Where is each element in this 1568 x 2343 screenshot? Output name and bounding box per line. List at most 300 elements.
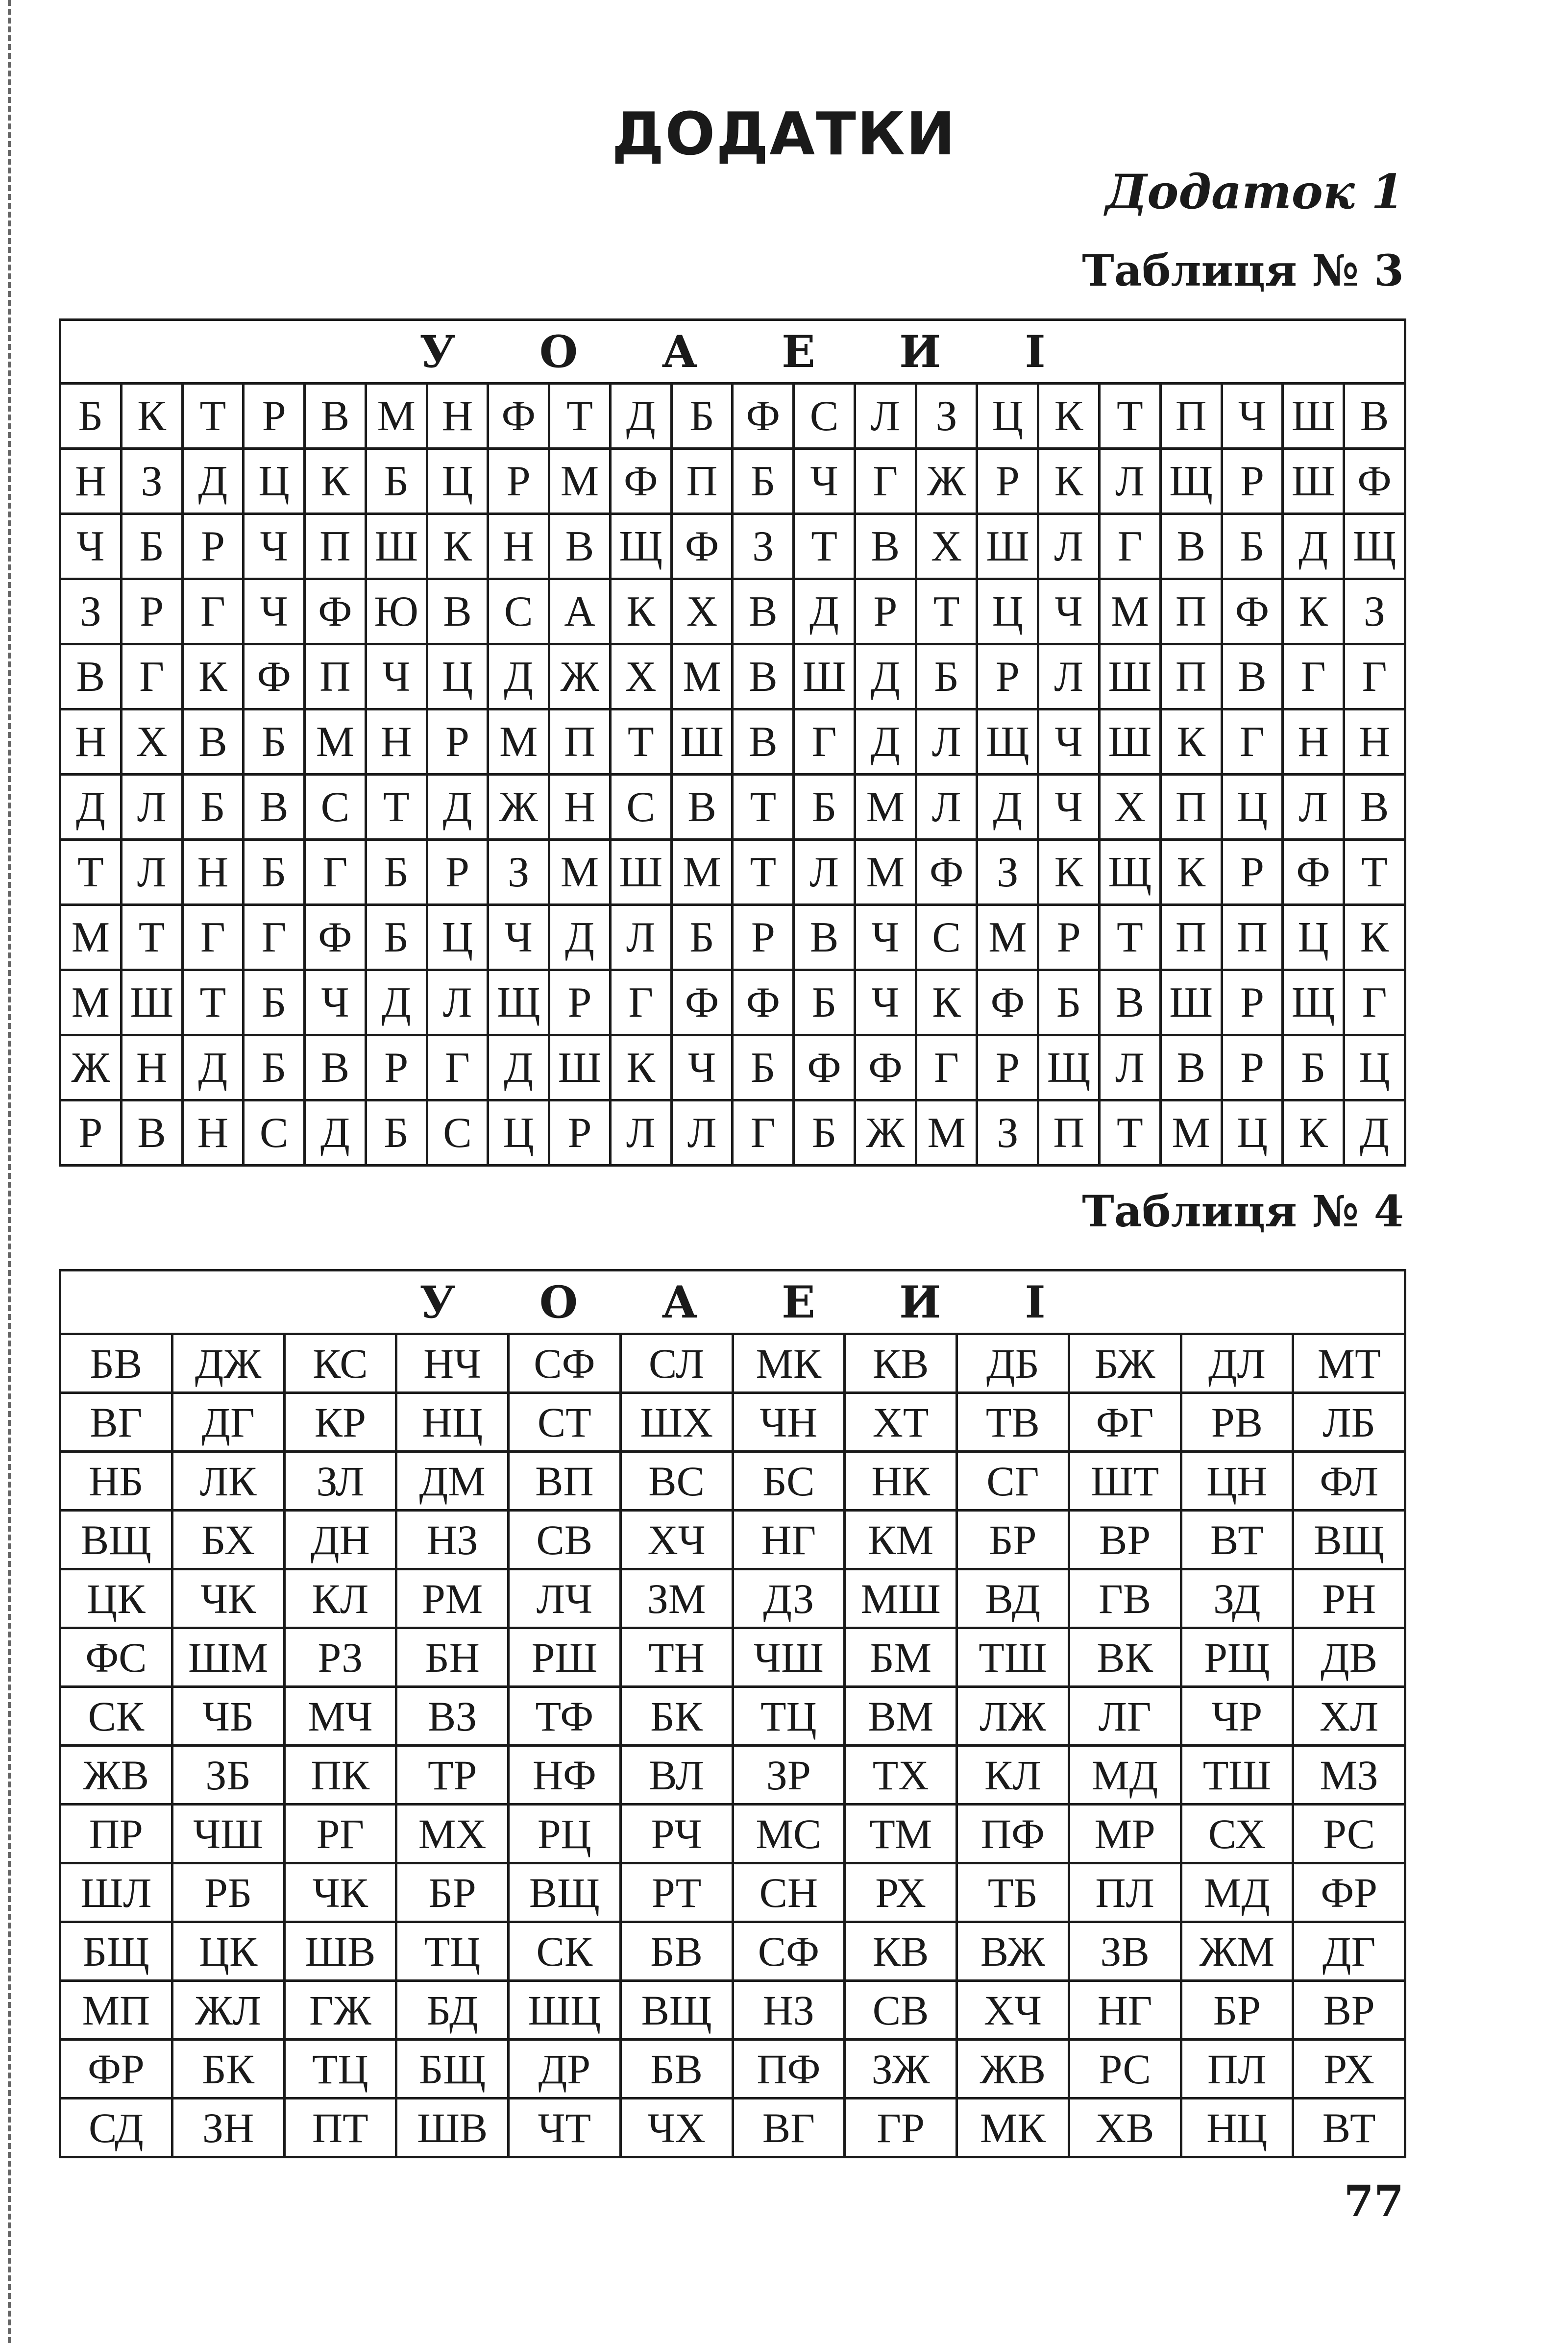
table-cell: ДН [284, 1511, 396, 1569]
table-cell: ВК [1069, 1628, 1181, 1687]
table-cell: Ш [549, 1035, 611, 1100]
table-cell: РС [1069, 2040, 1181, 2099]
table-cell: Р [121, 579, 182, 644]
table-cell: А [549, 579, 611, 644]
table-cell: Л [671, 1100, 733, 1166]
table-cell: М [549, 449, 611, 514]
table-cell: КР [284, 1393, 396, 1452]
table-cell: Б [671, 384, 733, 449]
table-cell: Г [244, 905, 305, 970]
table-row [60, 579, 1405, 644]
table-cell: В [1344, 775, 1405, 840]
table-cell: Ц [1344, 1035, 1405, 1100]
appendix-label: Додаток 1 [1105, 164, 1404, 220]
table-cell: К [1160, 840, 1222, 905]
table-cell: БВ [620, 2040, 733, 2099]
table-row [60, 1805, 1405, 1863]
table-cell: ВД [957, 1569, 1069, 1628]
table-cell: Б [60, 384, 122, 449]
table-cell: СФ [509, 1334, 621, 1393]
table-cell: Р [244, 384, 305, 449]
table-cell: ВР [1293, 1981, 1405, 2040]
table-cell: Т [794, 514, 855, 579]
table-cell: ШЦ [509, 1981, 621, 2040]
table-cell: К [1283, 1100, 1344, 1166]
table-cell: ЦК [60, 1569, 172, 1628]
table-cell: Х [671, 579, 733, 644]
table-cell: ЗМ [620, 1569, 733, 1628]
table-cell: ЧХ [620, 2099, 733, 2157]
table-cell: ШМ [172, 1628, 284, 1687]
table-cell: В [855, 514, 916, 579]
table-cell: Д [427, 775, 488, 840]
table-cell: Щ [488, 970, 549, 1035]
table-cell: Р [1222, 449, 1283, 514]
table-row [60, 775, 1405, 840]
table-cell: Р [366, 1035, 427, 1100]
table-cell: Р [1038, 905, 1100, 970]
table-cell: К [1344, 905, 1405, 970]
table-cell: Щ [1160, 449, 1222, 514]
table-cell: М [1160, 1100, 1222, 1166]
table-cell: ЗБ [172, 1746, 284, 1805]
table-cell: Р [427, 709, 488, 775]
table-cell: ДМ [396, 1452, 509, 1511]
table-cell: В [1222, 644, 1283, 709]
table-cell: П [305, 644, 366, 709]
table-cell: В [305, 1035, 366, 1100]
table-cell: В [549, 514, 611, 579]
table-cell: К [1038, 384, 1100, 449]
table-cell: ЦН [1181, 1452, 1293, 1511]
table-cell: М [60, 905, 122, 970]
table-cell: БК [172, 2040, 284, 2099]
table-cell: Б [671, 905, 733, 970]
table-cell: Ф [916, 840, 977, 905]
table-4 [59, 1269, 1406, 2158]
table-3 [59, 318, 1406, 1167]
table-cell: Т [610, 709, 671, 775]
table-cell: Ч [305, 970, 366, 1035]
table-cell: В [427, 579, 488, 644]
table-cell: ЛБ [1293, 1393, 1405, 1452]
table-cell: Л [916, 709, 977, 775]
table-cell: В [1344, 384, 1405, 449]
table-cell: СТ [509, 1393, 621, 1452]
table-cell: Л [794, 840, 855, 905]
table-cell: НЗ [733, 1981, 845, 2040]
table-cell: БД [396, 1981, 509, 2040]
table-cell: ФР [60, 2040, 172, 2099]
table-cell: Б [244, 1035, 305, 1100]
table-cell: Ш [121, 970, 182, 1035]
table-cell: Ш [1100, 644, 1161, 709]
table-cell: ТШ [1181, 1746, 1293, 1805]
table-cell: Т [733, 775, 794, 840]
table-cell: МД [1181, 1863, 1293, 1922]
table-cell: БР [1181, 1981, 1293, 2040]
table-cell: КЛ [284, 1569, 396, 1628]
table-cell: Р [1222, 970, 1283, 1035]
table-cell: К [305, 449, 366, 514]
table-cell: Ц [427, 644, 488, 709]
table-cell: Щ [1283, 970, 1344, 1035]
table-cell: М [366, 384, 427, 449]
table-cell: Б [244, 709, 305, 775]
table-cell: Х [610, 644, 671, 709]
table-cell: П [1160, 384, 1222, 449]
table-cell: Р [855, 579, 916, 644]
table-cell: В [733, 709, 794, 775]
table-cell: ТЦ [396, 1922, 509, 1981]
table-cell: ПТ [284, 2099, 396, 2157]
table-cell: ПК [284, 1746, 396, 1805]
table-cell: Ш [1283, 449, 1344, 514]
table-cell: Д [182, 449, 244, 514]
table-cell: НГ [733, 1511, 845, 1569]
table-cell: Ф [794, 1035, 855, 1100]
table-cell: З [1344, 579, 1405, 644]
table-cell: С [427, 1100, 488, 1166]
table-cell: С [244, 1100, 305, 1166]
table-cell: Ш [1100, 709, 1161, 775]
table-cell: Т [121, 905, 182, 970]
table-cell: С [610, 775, 671, 840]
table-cell: К [182, 644, 244, 709]
table-cell: Н [60, 449, 122, 514]
table-cell: Б [794, 970, 855, 1035]
table-cell: Г [1344, 970, 1405, 1035]
table-cell: ТЦ [733, 1687, 845, 1746]
table-cell: Ч [671, 1035, 733, 1100]
table-cell: Р [427, 840, 488, 905]
table-3-caption: Таблиця № 3 [1082, 245, 1404, 296]
table-cell: ЦК [172, 1922, 284, 1981]
table-cell: Г [1222, 709, 1283, 775]
table-cell: Д [1344, 1100, 1405, 1166]
table-cell: Ш [366, 514, 427, 579]
table-cell: Д [1283, 514, 1344, 579]
table-4-caption: Таблиця № 4 [1082, 1186, 1404, 1237]
table-cell: К [916, 970, 977, 1035]
table-cell: БЖ [1069, 1334, 1181, 1393]
table-cell: ЧШ [733, 1628, 845, 1687]
table-cell: БС [733, 1452, 845, 1511]
table-cell: ЧБ [172, 1687, 284, 1746]
table-cell: Н [427, 384, 488, 449]
table-cell: К [1038, 840, 1100, 905]
table-cell: ЗВ [1069, 1922, 1181, 1981]
table-row [60, 1628, 1405, 1687]
table-cell: РМ [396, 1569, 509, 1628]
table-cell: Д [977, 775, 1038, 840]
table-cell: Ш [1160, 970, 1222, 1035]
table-cell: ЧТ [509, 2099, 621, 2157]
table-cell: ТН [620, 1628, 733, 1687]
table-cell: Г [855, 449, 916, 514]
table-cell: К [1038, 449, 1100, 514]
table-cell: ЗН [172, 2099, 284, 2157]
table-cell: В [1160, 514, 1222, 579]
table-cell: СК [60, 1687, 172, 1746]
table-row [60, 449, 1405, 514]
table-cell: Б [366, 905, 427, 970]
table-cell: ДВ [1293, 1628, 1405, 1687]
table-cell: В [1100, 970, 1161, 1035]
table-cell: Ч [855, 905, 916, 970]
table-cell: М [977, 905, 1038, 970]
table-cell: Т [1100, 905, 1161, 970]
table-cell: РТ [620, 1863, 733, 1922]
table-cell: НЦ [1181, 2099, 1293, 2157]
table-cell: Г [610, 970, 671, 1035]
table-cell: ГВ [1069, 1569, 1181, 1628]
table-cell: Ж [855, 1100, 916, 1166]
table-cell: НЗ [396, 1511, 509, 1569]
table-cell: Ф [733, 970, 794, 1035]
table-cell: Р [1222, 840, 1283, 905]
table-cell: Б [244, 970, 305, 1035]
table-row [60, 1035, 1405, 1100]
table-cell: ТВ [957, 1393, 1069, 1452]
table-cell: Б [1038, 970, 1100, 1035]
table-cell: РХ [845, 1863, 957, 1922]
table-cell: Л [1100, 449, 1161, 514]
table-cell: ПЛ [1181, 2040, 1293, 2099]
table-cell: ВЩ [509, 1863, 621, 1922]
table-cell: Б [733, 1035, 794, 1100]
table-cell: Р [1222, 1035, 1283, 1100]
table-cell: С [794, 384, 855, 449]
table-cell: Т [182, 970, 244, 1035]
table-cell: СН [733, 1863, 845, 1922]
table-cell: КМ [845, 1511, 957, 1569]
table-cell: Л [1038, 644, 1100, 709]
table-cell: ВЖ [957, 1922, 1069, 1981]
table-cell: МС [733, 1805, 845, 1863]
table-cell: ЗЛ [284, 1452, 396, 1511]
table-cell: ВП [509, 1452, 621, 1511]
table-cell: М [488, 709, 549, 775]
table-cell: РЗ [284, 1628, 396, 1687]
table-cell: Ж [549, 644, 611, 709]
table-cell: СК [509, 1922, 621, 1981]
table-cell: Ф [1344, 449, 1405, 514]
table-cell: БЩ [60, 1922, 172, 1981]
table-cell: РШ [509, 1628, 621, 1687]
table-cell: З [977, 840, 1038, 905]
table-cell: ВР [1069, 1511, 1181, 1569]
table-cell: П [1160, 644, 1222, 709]
table-cell: БР [396, 1863, 509, 1922]
table-cell: Ж [488, 775, 549, 840]
table-cell: Ч [1038, 709, 1100, 775]
table-cell: Б [366, 449, 427, 514]
table-cell: ПЛ [1069, 1863, 1181, 1922]
table-cell: ТФ [509, 1687, 621, 1746]
table-cell: ДЛ [1181, 1334, 1293, 1393]
table-cell: Ф [855, 1035, 916, 1100]
table-cell: Ф [610, 449, 671, 514]
table-cell: В [182, 709, 244, 775]
table-cell: Ч [1222, 384, 1283, 449]
table-cell: Г [427, 1035, 488, 1100]
table-cell: П [1160, 579, 1222, 644]
table-cell: К [610, 579, 671, 644]
table-cell: Т [60, 840, 122, 905]
table-cell: Л [121, 840, 182, 905]
table-cell: Ф [305, 579, 366, 644]
table-cell: Г [1283, 644, 1344, 709]
table-cell: Н [1283, 709, 1344, 775]
table-cell: Б [916, 644, 977, 709]
table-cell: Д [610, 384, 671, 449]
table-cell: К [1283, 579, 1344, 644]
table-cell: М [305, 709, 366, 775]
table-cell: Ш [977, 514, 1038, 579]
table-cell: Д [488, 644, 549, 709]
margin-cut-line [8, 0, 11, 2343]
table-cell: Н [121, 1035, 182, 1100]
table-cell: Б [182, 775, 244, 840]
table-cell: КС [284, 1334, 396, 1393]
table-cell: ДГ [172, 1393, 284, 1452]
table-cell: НЦ [396, 1393, 509, 1452]
table-cell: Д [855, 709, 916, 775]
table-cell: П [1222, 905, 1283, 970]
table-cell: Б [366, 1100, 427, 1166]
table-cell: МЧ [284, 1687, 396, 1746]
table-cell: Ц [1222, 775, 1283, 840]
table-cell: Д [488, 1035, 549, 1100]
table-cell: В [733, 644, 794, 709]
table-cell: МК [733, 1334, 845, 1393]
table-cell: Ч [1038, 775, 1100, 840]
table-cell: Г [182, 905, 244, 970]
table-cell: Р [977, 449, 1038, 514]
table-cell: Ч [855, 970, 916, 1035]
table-cell: ВГ [733, 2099, 845, 2157]
table-cell: ДЗ [733, 1569, 845, 1628]
table-cell: НК [845, 1452, 957, 1511]
table-cell: ДБ [957, 1334, 1069, 1393]
table-cell: ТМ [845, 1805, 957, 1863]
table-cell: М [855, 775, 916, 840]
table-cell: Ф [488, 384, 549, 449]
table-cell: М [671, 840, 733, 905]
table-cell: М [549, 840, 611, 905]
table-cell: С [488, 579, 549, 644]
table-cell: Б [794, 775, 855, 840]
table-cell: Б [733, 449, 794, 514]
table-cell: КЛ [957, 1746, 1069, 1805]
table-cell: ВЩ [620, 1981, 733, 2040]
table-4-header: У О А Е И І [60, 1270, 1405, 1334]
table-cell: БХ [172, 1511, 284, 1569]
table-cell: Т [733, 840, 794, 905]
table-cell: ШХ [620, 1393, 733, 1452]
table-cell: Т [1100, 1100, 1161, 1166]
table-cell: ШЛ [60, 1863, 172, 1922]
table-cell: ВЩ [60, 1511, 172, 1569]
table-row [60, 1863, 1405, 1922]
table-cell: Г [733, 1100, 794, 1166]
table-cell: Н [182, 840, 244, 905]
table-cell: Л [427, 970, 488, 1035]
table-cell: Г [305, 840, 366, 905]
table-cell: С [305, 775, 366, 840]
table-cell: В [733, 579, 794, 644]
table-cell: ПФ [733, 2040, 845, 2099]
table-cell: Л [610, 1100, 671, 1166]
table-row [60, 1334, 1405, 1393]
table-cell: Щ [1100, 840, 1161, 905]
table-cell: Т [549, 384, 611, 449]
table-cell: В [305, 384, 366, 449]
table-cell: ЛГ [1069, 1687, 1181, 1746]
table-cell: М [1100, 579, 1161, 644]
table-cell: МК [957, 2099, 1069, 2157]
table-cell: РЧ [620, 1805, 733, 1863]
table-cell: Д [366, 970, 427, 1035]
table-cell: Щ [1344, 514, 1405, 579]
table-cell: НФ [509, 1746, 621, 1805]
table-cell: ВС [620, 1452, 733, 1511]
table-cell: Р [733, 905, 794, 970]
table-cell: МХ [396, 1805, 509, 1863]
table-cell: Б [244, 840, 305, 905]
table-cell: Г [916, 1035, 977, 1100]
table-cell: ЧШ [172, 1805, 284, 1863]
table-cell: Ф [1222, 579, 1283, 644]
table-cell: Ф [671, 970, 733, 1035]
table-cell: ШВ [284, 1922, 396, 1981]
table-cell: ЖМ [1181, 1922, 1293, 1981]
table-cell: БН [396, 1628, 509, 1687]
table-cell: Г [1344, 644, 1405, 709]
table-cell: Ц [977, 579, 1038, 644]
table-cell: ТШ [957, 1628, 1069, 1687]
table-row [60, 1100, 1405, 1166]
table-cell: Н [366, 709, 427, 775]
table-cell: СФ [733, 1922, 845, 1981]
table-cell: ЖЛ [172, 1981, 284, 2040]
table-cell: Б [1283, 1035, 1344, 1100]
table-cell: Ц [427, 449, 488, 514]
table-cell: Щ [977, 709, 1038, 775]
table-cell: Б [1222, 514, 1283, 579]
table-cell: ДР [509, 2040, 621, 2099]
table-cell: М [855, 840, 916, 905]
table-cell: ГЖ [284, 1981, 396, 2040]
table-cell: З [488, 840, 549, 905]
page-title: ДОДАТКИ [612, 100, 956, 169]
table-cell: В [1160, 1035, 1222, 1100]
table-cell: ПР [60, 1805, 172, 1863]
table-row [60, 2099, 1405, 2157]
table-cell: Ц [1283, 905, 1344, 970]
table-cell: Ж [60, 1035, 122, 1100]
table-cell: З [733, 514, 794, 579]
table-cell: ФЛ [1293, 1452, 1405, 1511]
table-cell: Ш [1283, 384, 1344, 449]
table-cell: ДЖ [172, 1334, 284, 1393]
table-cell: Л [1038, 514, 1100, 579]
table-cell: Г [794, 709, 855, 775]
table-cell: ЛЧ [509, 1569, 621, 1628]
table-cell: Д [182, 1035, 244, 1100]
table-cell: Ш [794, 644, 855, 709]
